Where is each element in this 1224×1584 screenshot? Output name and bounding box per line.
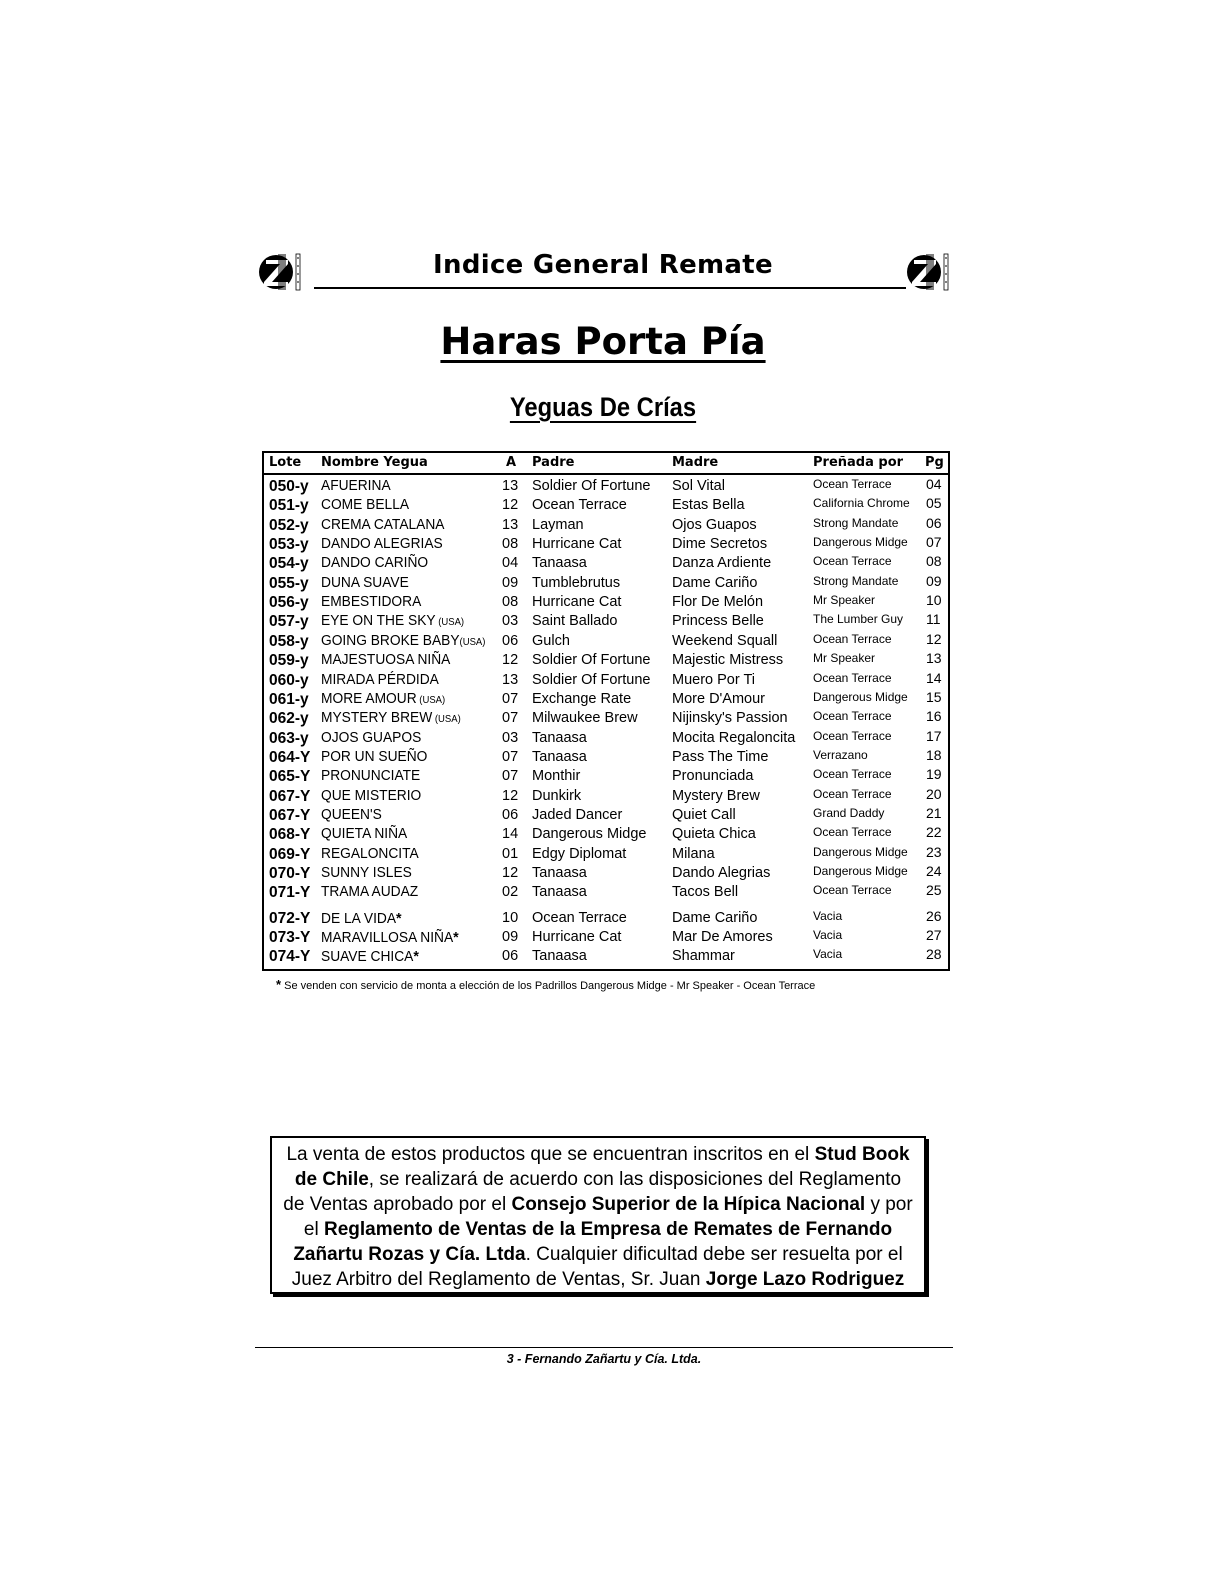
- row-madre: Muero Por Ti: [672, 671, 755, 688]
- row-prenada: Ocean Terrace: [813, 631, 892, 646]
- row-padre: Jaded Dancer: [532, 806, 623, 823]
- table-row: [264, 767, 948, 786]
- row-madre: Dando Alegrias: [672, 865, 771, 881]
- row-pg: 23: [926, 843, 942, 860]
- row-nombre: QUIETA NIÑA: [321, 826, 408, 843]
- row-prenada: Ocean Terrace: [813, 709, 892, 724]
- row-lote: 064-Y: [269, 748, 311, 766]
- row-lote: 068-Y: [269, 826, 311, 844]
- footnote-text: Se venden con servicio de monta a elección de los Padrillos Dangerous Midge - Mr Speaker - Ocean Terrace: [281, 980, 816, 992]
- row-padre: Soldier Of Fortune: [532, 652, 651, 669]
- row-nombre: AFUERINA: [321, 478, 391, 494]
- row-lote: 069-Y: [269, 845, 311, 863]
- row-madre: Quieta Chica: [672, 826, 756, 843]
- row-madre: Quiet Call: [672, 806, 736, 823]
- row-prenada: Dangerous Midge: [813, 535, 908, 550]
- row-a: 07: [502, 710, 519, 727]
- table-row: [264, 709, 948, 728]
- row-prenada: Dangerous Midge: [813, 864, 908, 878]
- row-padre: Tanaasa: [532, 884, 587, 901]
- row-prenada: Mr Speaker: [813, 651, 876, 666]
- legal-bold-text: Jorge Lazo Rodriguez: [705, 1269, 905, 1290]
- row-nombre: TRAMA AUDAZ: [321, 884, 419, 901]
- row-prenada: Vacia: [813, 908, 843, 923]
- table-row: [264, 748, 948, 767]
- legal-bold-text: Consejo Superior de la Hípica Nacional: [511, 1194, 866, 1215]
- row-nombre-suffix: *: [413, 948, 419, 966]
- row-a: 10: [502, 909, 519, 926]
- row-pg: 24: [926, 863, 942, 879]
- row-lote: 058-y: [269, 632, 309, 650]
- row-prenada: Dangerous Midge: [813, 844, 908, 859]
- row-madre: Dame Cariño: [672, 574, 758, 591]
- row-padre: Hurricane Cat: [532, 594, 622, 611]
- row-madre: Pronunciada: [672, 768, 754, 785]
- row-padre: Ocean Terrace: [532, 909, 627, 926]
- row-pg: 27: [926, 927, 942, 944]
- row-lote: 057-y: [269, 613, 309, 631]
- row-nombre: QUE MISTERIO: [321, 787, 422, 804]
- row-a: 02: [502, 884, 519, 901]
- row-a: 06: [502, 948, 519, 965]
- row-lote: 052-y: [269, 516, 309, 534]
- row-lote: 056-y: [269, 594, 309, 612]
- table-row: [264, 496, 948, 515]
- table-row: [264, 612, 948, 631]
- table-row: [264, 883, 948, 902]
- row-lote: 053-y: [269, 536, 309, 554]
- row-madre: Milana: [672, 845, 715, 862]
- table-row: [264, 574, 948, 593]
- row-prenada: Ocean Terrace: [813, 767, 892, 782]
- row-madre: Dime Secretos: [672, 536, 768, 553]
- row-a: 12: [502, 497, 519, 514]
- table-row: [264, 845, 948, 864]
- row-padre: Tanaasa: [532, 555, 587, 572]
- row-madre: Sol Vital: [672, 478, 725, 494]
- row-lote: 067-Y: [269, 806, 311, 824]
- row-padre: Tanaasa: [532, 948, 587, 965]
- row-madre: Princess Belle: [672, 613, 764, 630]
- row-a: 12: [502, 865, 519, 881]
- row-lote: 074-Y: [269, 948, 311, 966]
- row-lote: 050-y: [269, 478, 309, 495]
- table-row: [264, 909, 948, 928]
- row-pg: 09: [926, 572, 942, 589]
- column-header-madre: Madre: [672, 455, 719, 470]
- row-padre: Soldier Of Fortune: [532, 671, 651, 688]
- row-pg: 17: [926, 727, 942, 744]
- row-padre: Ocean Terrace: [532, 497, 627, 514]
- row-a: 07: [502, 690, 519, 707]
- row-lote: 073-Y: [269, 929, 311, 947]
- row-a: 12: [502, 787, 519, 804]
- row-nombre: MYSTERY BREW (USA): [321, 710, 461, 727]
- column-header-nombre: Nombre Yegua: [321, 455, 428, 470]
- row-nombre: POR UN SUEÑO: [321, 748, 428, 765]
- row-a: 13: [502, 478, 519, 494]
- row-padre: Monthir: [532, 768, 581, 785]
- row-nombre: SUNNY ISLES: [321, 865, 412, 881]
- row-nombre-suffix: *: [453, 929, 459, 947]
- row-prenada: Vacia: [813, 928, 843, 943]
- row-prenada: Grand Daddy: [813, 805, 885, 820]
- column-header-lote: Lote: [269, 455, 302, 470]
- row-lote: 063-y: [269, 729, 309, 747]
- table-row: [264, 671, 948, 690]
- row-lote: 061-y: [269, 690, 309, 708]
- row-nombre: MORE AMOUR (USA): [321, 690, 446, 707]
- row-prenada: Ocean Terrace: [813, 786, 892, 801]
- row-nombre: PRONUNCIATE: [321, 768, 421, 785]
- row-lote: 070-Y: [269, 865, 311, 882]
- row-nombre-suffix: (USA): [416, 694, 446, 706]
- row-nombre: CREMA CATALANA: [321, 516, 445, 533]
- row-pg: 18: [926, 746, 942, 763]
- row-nombre-suffix: (USA): [435, 617, 465, 629]
- row-pg: 20: [926, 785, 942, 802]
- row-a: 12: [502, 652, 519, 669]
- row-a: 08: [502, 594, 519, 611]
- row-lote: 055-y: [269, 574, 309, 592]
- row-nombre: REGALONCITA: [321, 845, 419, 862]
- row-madre: Mystery Brew: [672, 787, 760, 804]
- table-row: [264, 806, 948, 825]
- row-a: 09: [502, 574, 519, 591]
- row-lote: 054-y: [269, 555, 309, 573]
- legal-text: , se realizará de acuerdo con las disposiciones del Reglamento de Ventas aprobado por el: [283, 1169, 902, 1215]
- row-pg: 07: [926, 534, 942, 551]
- row-nombre: QUEEN'S: [321, 806, 382, 823]
- row-a: 08: [502, 536, 519, 553]
- row-pg: 21: [926, 804, 942, 821]
- row-madre: More D'Amour: [672, 690, 766, 707]
- row-madre: Estas Bella: [672, 497, 745, 514]
- row-nombre: MAJESTUOSA NIÑA: [321, 652, 451, 669]
- row-nombre: MARAVILLOSA NIÑA*: [321, 929, 459, 947]
- row-pg: 11: [926, 611, 941, 628]
- footnote-star: *: [276, 977, 282, 992]
- row-nombre-suffix: *: [396, 909, 402, 927]
- table-row: [264, 787, 948, 806]
- row-madre: Mocita Regaloncita: [672, 729, 796, 746]
- row-padre: Milwaukee Brew: [532, 710, 638, 727]
- row-prenada: Strong Mandate: [813, 515, 899, 530]
- row-a: 09: [502, 929, 519, 946]
- table-row: [264, 535, 948, 554]
- row-pg: 10: [926, 592, 942, 609]
- row-lote: 072-Y: [269, 909, 311, 927]
- row-madre: Majestic Mistress: [672, 652, 784, 669]
- row-lote: 062-y: [269, 710, 309, 728]
- mares-table: [262, 451, 950, 971]
- legal-bold-text: Stud Book de Chile: [294, 1144, 910, 1190]
- row-lote: 071-Y: [269, 884, 311, 902]
- row-nombre: EYE ON THE SKY (USA): [321, 613, 465, 630]
- row-padre: Exchange Rate: [532, 690, 632, 707]
- row-pg: 12: [926, 630, 942, 647]
- row-a: 13: [502, 671, 519, 688]
- row-prenada: Ocean Terrace: [813, 670, 892, 685]
- table-row: [264, 593, 948, 612]
- row-prenada: Ocean Terrace: [813, 883, 892, 898]
- row-nombre-suffix: (USA): [432, 714, 461, 726]
- table-row: [264, 690, 948, 709]
- row-padre: Tanaasa: [532, 748, 587, 765]
- table-row: [264, 928, 948, 947]
- row-padre: Gulch: [532, 632, 570, 649]
- row-pg: 14: [926, 669, 942, 686]
- row-padre: Tumblebrutus: [532, 574, 621, 591]
- row-nombre: COME BELLA: [321, 497, 410, 514]
- column-header-padre: Padre: [532, 455, 575, 470]
- row-prenada: Dangerous Midge: [813, 689, 908, 704]
- legal-text: y por el: [303, 1194, 913, 1240]
- row-madre: Tacos Bell: [672, 884, 739, 901]
- row-nombre: DANDO CARIÑO: [321, 555, 429, 572]
- row-madre: Nijinsky's Passion: [672, 710, 788, 727]
- legal-text: . Cualquier dificultad debe ser resuelta por el Juez Arbitro del Reglamento de Ventas, Sr. Juan: [291, 1244, 903, 1290]
- row-pg: 05: [926, 495, 942, 512]
- row-madre: Flor De Melón: [672, 594, 764, 611]
- row-padre: Dangerous Midge: [532, 826, 647, 843]
- row-padre: Tanaasa: [532, 865, 587, 881]
- table-row: [264, 516, 948, 535]
- table-row: [264, 554, 948, 573]
- row-madre: Dame Cariño: [672, 909, 758, 926]
- row-padre: Hurricane Cat: [532, 929, 622, 946]
- legal-text: La venta de estos productos que se encuentran inscritos en el: [286, 1144, 815, 1165]
- table-row: [264, 632, 948, 651]
- row-pg: 04: [926, 476, 942, 492]
- row-madre: Danza Ardiente: [672, 555, 772, 572]
- row-padre: Soldier Of Fortune: [532, 478, 651, 494]
- row-padre: Layman: [532, 516, 584, 533]
- row-nombre-suffix: (USA): [459, 636, 486, 648]
- row-prenada: Vacia: [813, 947, 843, 962]
- row-pg: 26: [926, 907, 942, 924]
- header-title: Indice General Remate: [433, 250, 773, 280]
- row-lote: 067-Y: [269, 787, 311, 805]
- row-a: 14: [502, 826, 519, 843]
- row-madre: Weekend Squall: [672, 632, 778, 649]
- row-madre: Pass The Time: [672, 748, 769, 765]
- row-prenada: Strong Mandate: [813, 573, 899, 588]
- row-prenada: California Chrome: [813, 496, 910, 511]
- row-lote: 060-y: [269, 671, 309, 689]
- header-divider: [314, 287, 906, 289]
- row-prenada: Ocean Terrace: [813, 728, 892, 743]
- row-pg: 06: [926, 514, 942, 531]
- row-prenada: Ocean Terrace: [813, 825, 892, 840]
- column-header-prenada: Preñada por: [813, 455, 904, 470]
- row-a: 01: [502, 845, 519, 862]
- table-row: [264, 947, 948, 966]
- row-pg: 22: [926, 824, 942, 841]
- row-prenada: The Lumber Guy: [813, 612, 904, 627]
- row-nombre: DE LA VIDA*: [321, 909, 402, 927]
- page-footer: 3 - Fernando Zañartu y Cía. Ltda.: [506, 1352, 702, 1366]
- row-madre: Shammar: [672, 948, 735, 965]
- column-header-a: A: [506, 455, 517, 470]
- footer-divider: [255, 1347, 953, 1348]
- row-a: 03: [502, 729, 519, 746]
- row-madre: Mar De Amores: [672, 929, 773, 946]
- legal-bold-text: Reglamento de Ventas de la Empresa de Remates de Fernando Zañartu Rozas y Cía. Ltda: [293, 1219, 893, 1265]
- row-lote: 059-y: [269, 652, 309, 670]
- footnote: [276, 977, 815, 992]
- column-header-pg: Pg: [925, 455, 944, 470]
- row-a: 03: [502, 613, 519, 630]
- row-prenada: Ocean Terrace: [813, 477, 892, 491]
- row-madre: Ojos Guapos: [672, 516, 757, 533]
- row-padre: Dunkirk: [532, 787, 582, 804]
- row-a: 04: [502, 555, 519, 572]
- row-nombre: EMBESTIDORA: [321, 594, 422, 611]
- legal-notice-box: [270, 1136, 926, 1294]
- table-row: [264, 864, 948, 883]
- row-padre: Saint Ballado: [532, 613, 618, 630]
- row-a: 06: [502, 806, 519, 823]
- row-nombre: DANDO ALEGRIAS: [321, 536, 443, 553]
- fz-remates-logo-icon: [906, 250, 956, 294]
- row-lote: 051-y: [269, 497, 309, 515]
- section-title: Yeguas De Crías: [509, 392, 697, 422]
- row-pg: 15: [926, 688, 942, 705]
- row-padre: Tanaasa: [532, 729, 587, 746]
- row-nombre: SUAVE CHICA*: [321, 948, 419, 966]
- row-pg: 25: [926, 882, 942, 899]
- row-a: 13: [502, 516, 519, 533]
- row-lote: 065-Y: [269, 768, 311, 786]
- table-row: [264, 477, 948, 496]
- table-row: [264, 729, 948, 748]
- row-prenada: Verrazano: [813, 747, 868, 762]
- row-pg: 28: [926, 946, 942, 963]
- row-prenada: Mr Speaker: [813, 593, 876, 608]
- row-padre: Hurricane Cat: [532, 536, 622, 553]
- row-a: 07: [502, 768, 519, 785]
- row-pg: 13: [926, 650, 942, 667]
- row-prenada: Ocean Terrace: [813, 554, 892, 569]
- row-nombre: DUNA SUAVE: [321, 574, 409, 591]
- row-nombre: MIRADA PÉRDIDA: [321, 671, 439, 688]
- row-a: 07: [502, 748, 519, 765]
- row-padre: Edgy Diplomat: [532, 845, 627, 862]
- row-pg: 16: [926, 708, 942, 725]
- table-row: [264, 825, 948, 844]
- row-pg: 08: [926, 553, 942, 570]
- page-title: Haras Porta Pía: [440, 320, 766, 363]
- row-pg: 19: [926, 766, 942, 783]
- row-nombre: GOING BROKE BABY(USA): [321, 632, 486, 649]
- table-row: [264, 651, 948, 670]
- row-a: 06: [502, 632, 519, 649]
- row-nombre: OJOS GUAPOS: [321, 729, 422, 746]
